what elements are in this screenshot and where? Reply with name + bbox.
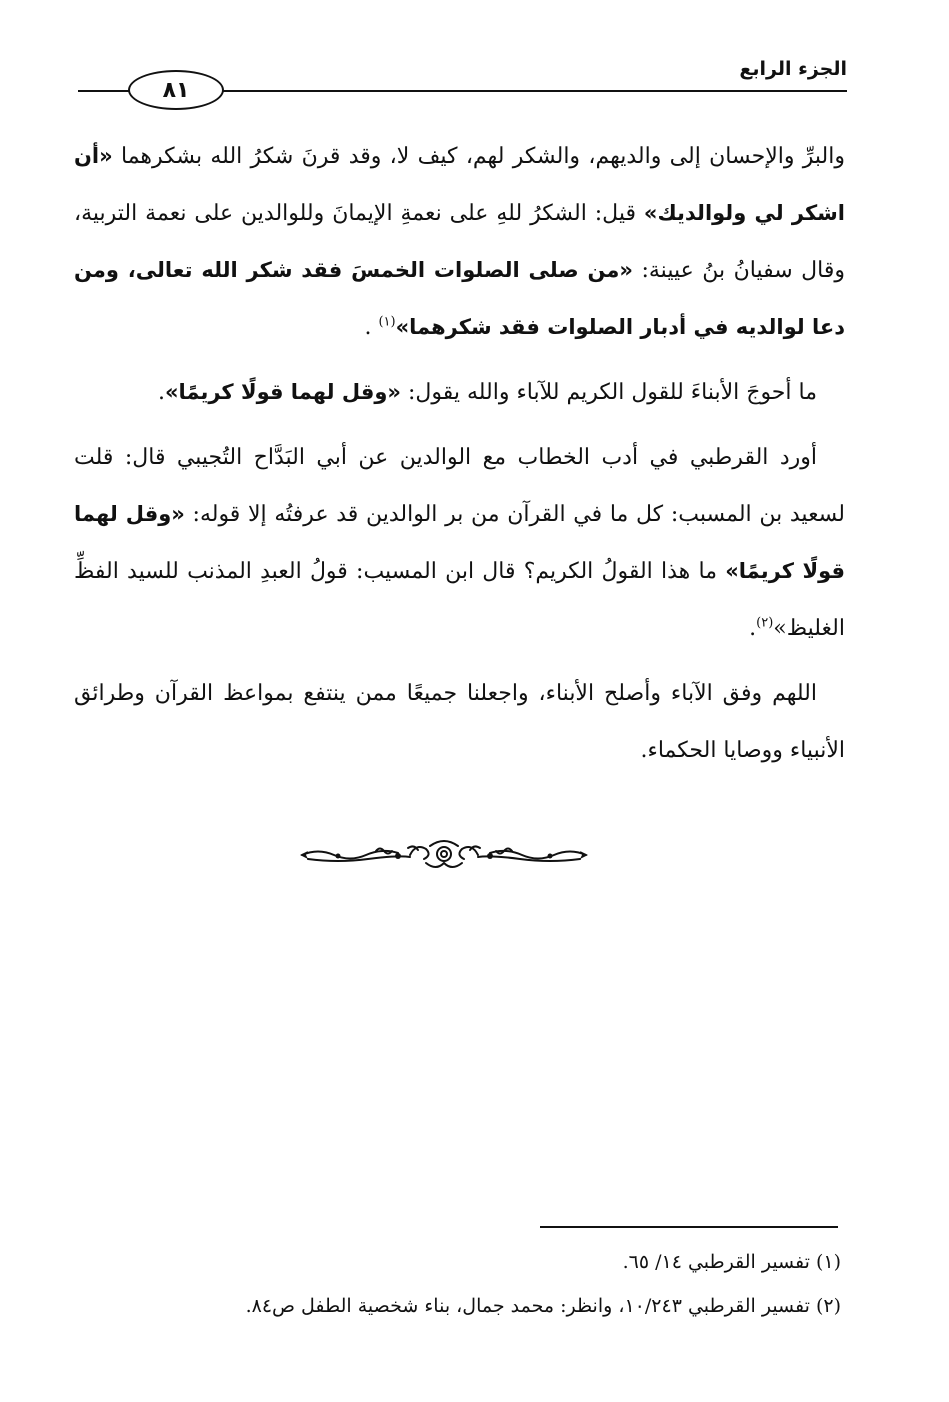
footnote-2: (٢) تفسير القرطبي ١٠/٢٤٣، وانظر: محمد جمال، بناء شخصية الطفل ص٨٤. — [245, 1295, 841, 1317]
quoted-verse: «وقل لهما قولًا كريمًا» — [74, 502, 846, 583]
text-run: . — [749, 616, 757, 641]
footnote-ref-2: (٢) — [756, 615, 774, 631]
page-number: ٨١ — [162, 77, 190, 103]
text-run: . — [364, 315, 379, 340]
footnote-separator — [540, 1226, 838, 1228]
main-text — [74, 128, 845, 779]
paragraph-4 — [74, 665, 845, 779]
text-run: ما هذا القولُ الكريم؟ قال ابن المسيب: قولُ العبدِ المذنب للسيد الفظِّ الغليظ» — [74, 559, 845, 641]
paragraph-1 — [74, 128, 845, 356]
quoted-verse: «أن اشكر لي ولوالديك» — [74, 144, 846, 225]
quoted-verse: «وقل لهما قولًا كريمًا» — [164, 380, 401, 404]
text-run: قيل: الشكرُ للهِ على نعمةِ الإيمانَ وللوالدين على نعمة التربية، وقال سفيانُ بنُ عيينة: — [74, 201, 845, 283]
text-run: اللهم وفق الآباء وأصلح الأبناء، واجعلنا جميعًا ممن ينتفع بمواعظ القرآن وطرائق الأنبياء ووصايا الحكماء. — [74, 681, 845, 763]
paragraph-2 — [74, 364, 845, 421]
footnote-1: (١) تفسير القرطبي ١٤/ ٦٥. — [622, 1251, 841, 1273]
paragraph-3 — [74, 429, 845, 657]
page-number-badge — [128, 70, 224, 110]
section-title: الجزء الرابع — [739, 58, 847, 80]
text-run: والبرِّ والإحسان إلى والديهم، والشكر لهم، كيف لا، وقد قرنَ شكرُ الله بشكرهما — [112, 144, 845, 169]
footnotes — [150, 1240, 841, 1328]
quoted-saying: «من صلى الصلوات الخمسَ فقد شكر الله تعالى، ومن دعا لوالديه في أدبار الصلوات فقد شكرهما» — [74, 258, 845, 339]
floral-divider-ornament-icon — [298, 832, 590, 878]
text-run: أورد القرطبي في أدب الخطاب مع الوالدين عن أبي البَدَّاح التُجيبي قال: قلت لسعيد بن المسبب: كل ما في القرآن من بر الوالدين قد عرفتُه إلا قوله: — [74, 445, 846, 527]
footnote-ref-1: (١) — [378, 314, 396, 330]
text-run: ما أحوجَ الأبناءَ للقول الكريم للآباء والله يقول: — [400, 380, 817, 405]
text-run: . — [157, 380, 165, 405]
